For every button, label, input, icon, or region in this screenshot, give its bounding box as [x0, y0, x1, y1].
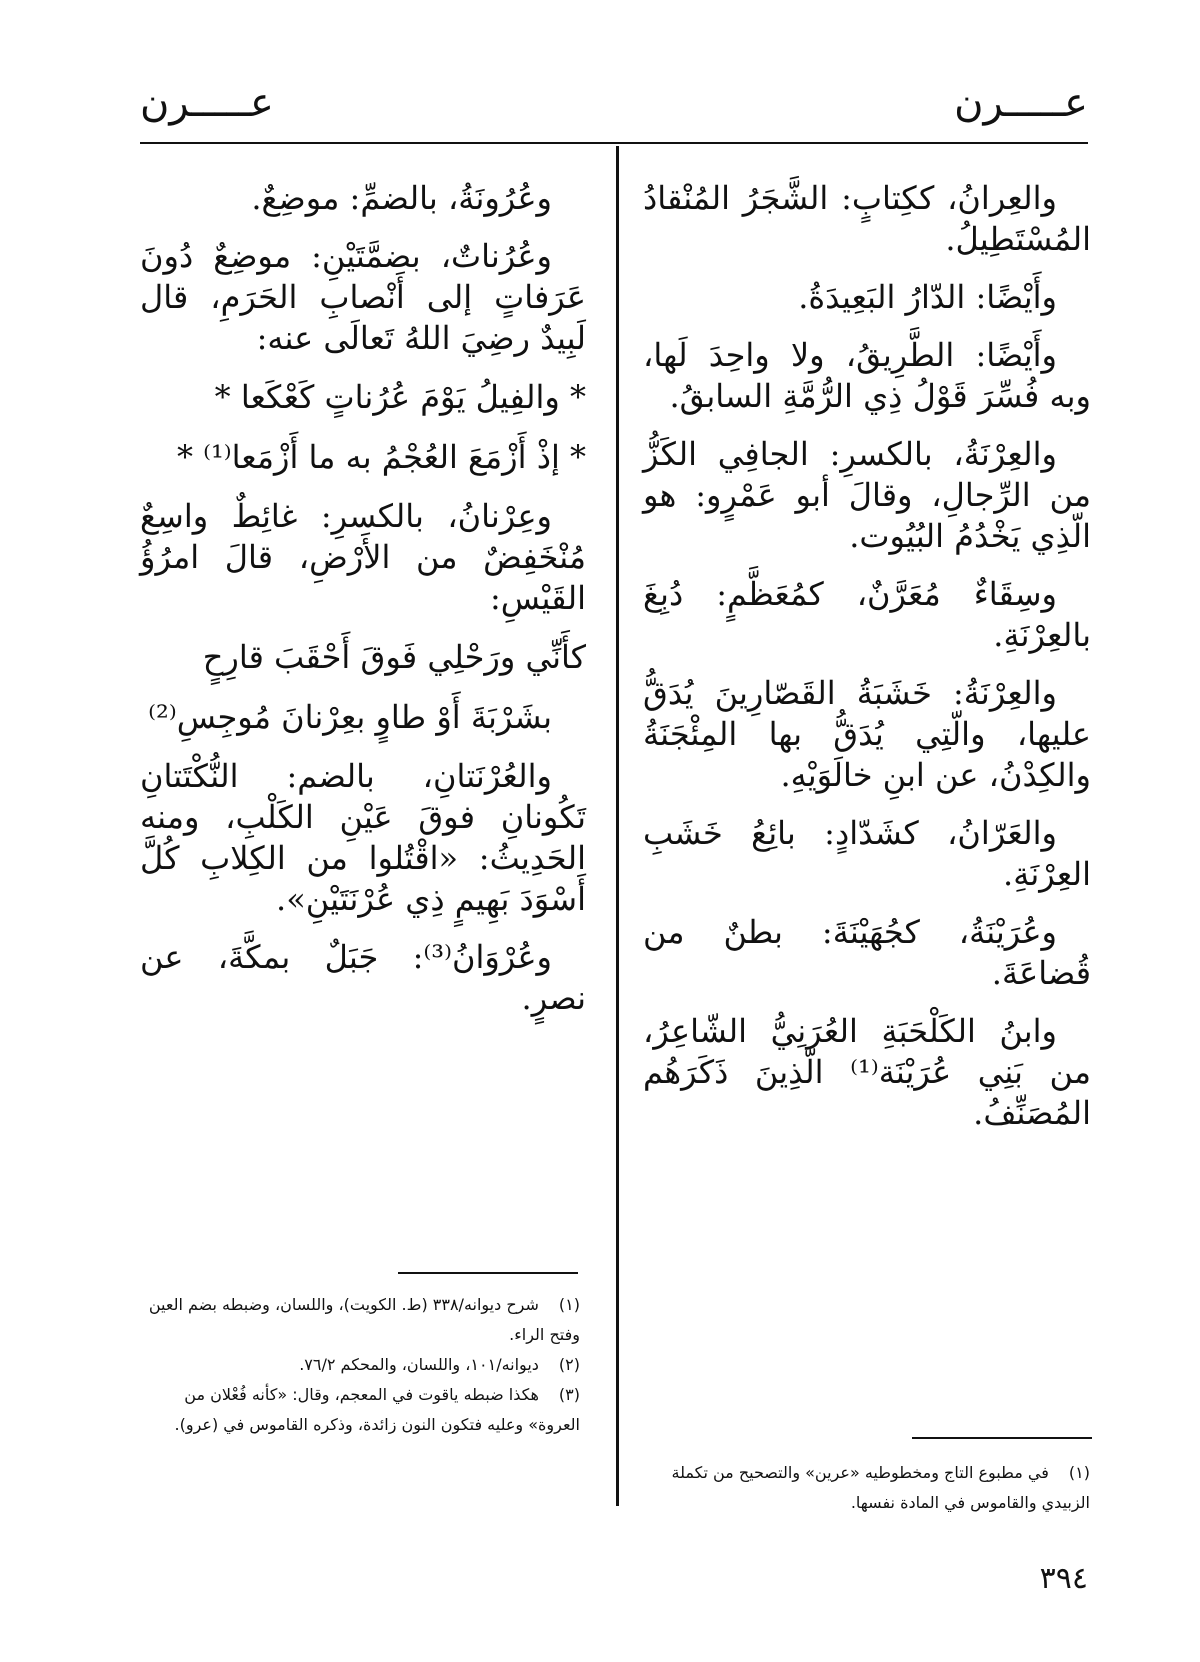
entry-paragraph: والعِرْنَةُ: خَشَبَةُ القَصّارِينَ يُدَقُّ عليها، والّتِي يُدَقُّ بها المِئْجَنَةُ والكِدْنُ، عن ابنِ خالَوَيْهِ.: [643, 674, 1091, 794]
footnotes-left: [140, 1290, 580, 1440]
running-header-left: عـــــرن: [140, 80, 274, 126]
footnote: [140, 1350, 580, 1380]
entry-paragraph: وعُرَيْنَةُ، كجُهَيْنَةَ: بطنٌ من قُضاعَةَ.: [643, 913, 1091, 992]
entry-paragraph: والعَرّانُ، كشَدّادٍ: بائِعُ خَشَبِ العِرْنَةِ.: [643, 814, 1091, 893]
footnote-number: (٢): [558, 1355, 580, 1374]
footnote-text: ديوانه/١٠١، واللسان، والمحكم ٧٦/٢.: [299, 1355, 539, 1374]
footnote-rule-right: [912, 1437, 1092, 1439]
verse-line: كأَنِّي ورَحْلِي فَوقَ أَحْقَبَ قارِحٍ: [202, 638, 586, 676]
entry-paragraph: وأَيْضًا: الدّارُ البَعِيدَةُ.: [798, 278, 1057, 316]
running-header-right: عـــــرن: [954, 80, 1088, 126]
entry-paragraph: وعُرُونَةُ، بالضمِّ: موضِعٌ.: [251, 179, 552, 217]
entry-paragraph: والعُرْنَتانِ، بالضم: النُّكْتَتانِ تَكُونانِ فوقَ عَيْنِ الكَلْبِ، ومنه الحَدِيثُ: «اقْتُلوا من الكِلابِ كُلَّ أَسْوَدَ بَهِيمٍ ذِي عُرْنَتَيْنِ».: [140, 757, 586, 918]
footnotes-right: [650, 1458, 1090, 1518]
entry-paragraph: والعِرانُ، ككِتابٍ: الشَّجَرُ المُنْقادُ المُسْتَطِيلُ.: [643, 179, 1091, 258]
entry-paragraph: وعُرُناتٌ، بضمَّتَيْنِ: موضِعٌ دُونَ عَرَفاتٍ إلى أَنْصابِ الحَرَمِ، قال لَبِيدٌ رضِيَ اللهُ تَعالَى عنه:: [140, 237, 586, 357]
verse-line: * والفِيلُ يَوْمَ عُرُناتٍ كَعْكَعا *: [214, 378, 586, 416]
column-divider: [616, 146, 619, 1506]
entry-paragraph: والعِرْنَةُ، بالكسرِ: الجافِي الكَزُّ من الرِّجالِ، وقالَ أبو عَمْرٍو: هو الّذِي يَخْدُمُ البُيُوت.: [643, 435, 1091, 555]
left-column: [140, 178, 586, 1036]
footnote-text: شرح ديوانه/٣٣٨ (ط. الكويت)، واللسان، وضبطه بضم العين وفتح الراء.: [148, 1295, 580, 1344]
footnote-number: (٣): [558, 1385, 580, 1404]
verse-line: * إذْ أَزْمَعَ العُجْمُ به ما أَزْمَعا⁽¹⁾ *: [176, 438, 586, 476]
page-number: ٣٩٤: [1039, 1561, 1088, 1596]
right-column: [643, 178, 1091, 1151]
footnote: [140, 1290, 580, 1350]
entry-paragraph: وأَيْضًا: الطَّرِيقُ، ولا واحِدَ لَها، وبه فُسِّرَ قَوْلُ ذِي الرُّمَّةِ السابقُ.: [643, 336, 1091, 415]
verse-line: بشَرْبَةَ أَوْ طاوٍ بعِرْنانَ مُوجِسِ⁽²⁾: [148, 698, 552, 736]
header-rule: [140, 142, 1088, 144]
entry-paragraph: وسِقَاءٌ مُعَرَّنٌ، كمُعَظَّمٍ: دُبِغَ بالعِرْنَةِ.: [643, 575, 1091, 654]
footnote-text: في مطبوع التاج ومخطوطيه «عرين» والتصحيح من تكملة الزبيدي والقاموس في المادة نفسها.: [671, 1463, 1090, 1512]
footnote-text: هكذا ضبطه ياقوت في المعجم، وقال: «كأنه فُعْلان من العروة» وعليه فتكون النون زائدة، وذكره القاموس في (عرو).: [174, 1385, 580, 1434]
footnote: [650, 1458, 1090, 1518]
footnote-rule-left: [398, 1272, 578, 1274]
entry-paragraph: وابنُ الكَلْحَبَةِ العُرَنِيُّ الشّاعِرُ، من بَنِي عُرَيْنَة⁽¹⁾ الّذِينَ ذَكَرَهُم المُصَنِّفُ.: [643, 1012, 1092, 1132]
entry-paragraph: وعِرْنانُ، بالكسرِ: غائِطٌ واسِعٌ مُنْخَفِضٌ من الأَرْضِ، قالَ امرُؤُ القَيْسِ:: [140, 497, 586, 617]
footnote-number: (١): [558, 1295, 580, 1314]
footnote-number: (١): [1068, 1463, 1090, 1482]
footnote: [140, 1380, 580, 1440]
entry-paragraph: وعُرْوَانُ⁽³⁾: جَبَلٌ بمكَّةَ، عن نصرٍ.: [140, 938, 586, 1017]
